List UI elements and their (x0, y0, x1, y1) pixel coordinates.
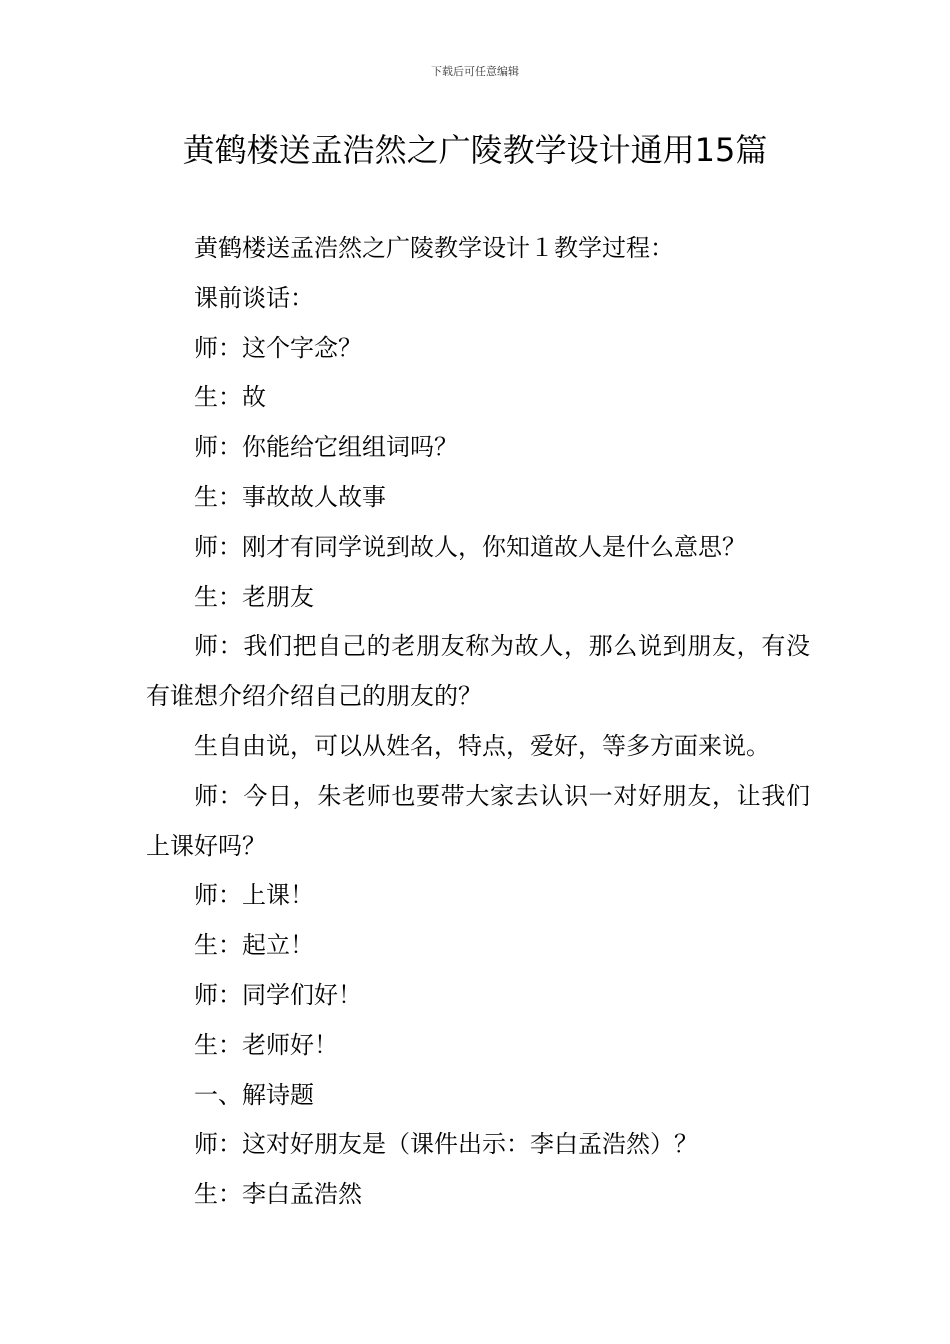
paragraph: 生：故 (194, 383, 266, 412)
paragraph: 师：同学们好！ (194, 980, 362, 1009)
section-heading: 一、解诗题 (194, 1080, 314, 1109)
paragraph: 师：今日，朱老师也要带大家去认识一对好朋友，让我们上课好吗？ (146, 781, 810, 860)
paragraph: 生自由说，可以从姓名，特点，爱好，等多方面来说。 (194, 731, 770, 760)
paragraph: 生：事故故人故事 (194, 482, 386, 511)
paragraph: 生：李白孟浩然 (194, 1180, 362, 1209)
document-title: 黄鹤楼送孟浩然之广陵教学设计通用15篇 (182, 131, 768, 169)
paragraph: 师：我们把自己的老朋友称为故人，那么说到朋友，有没有谁想介绍介绍自己的朋友的？ (146, 632, 810, 711)
paragraph: 师：你能给它组组词吗？ (194, 433, 458, 462)
document-body (146, 224, 810, 1220)
paragraph: 师：上课！ (194, 881, 314, 910)
paragraph: 生：老朋友 (194, 582, 314, 611)
paragraph: 黄鹤楼送孟浩然之广陵教学设计１教学过程： (194, 234, 674, 262)
paragraph: 师：这个字念？ (194, 333, 362, 362)
paragraph: 师：刚才有同学说到故人，你知道故人是什么意思？ (194, 532, 746, 561)
paragraph: 师：这对好朋友是（课件出示：李白孟浩然）？ (194, 1130, 698, 1159)
page-header-note: 下载后可任意编辑 (431, 65, 519, 78)
paragraph: 课前谈话： (194, 283, 314, 312)
paragraph: 生：起立！ (194, 931, 314, 960)
paragraph: 生：老师好！ (194, 1030, 338, 1059)
